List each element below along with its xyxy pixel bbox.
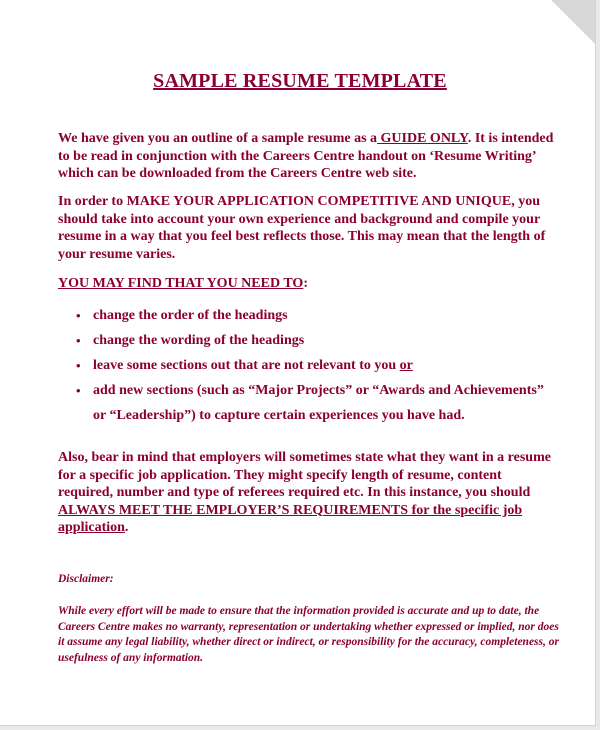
disclaimer-body: While every effort will be made to ensure that the information provided is accurate and up to date, the Careers Centre makes no warranty, representation or undertaking whether expressed or implied, nor does it assume any legal liability, whether direct or indirect, or responsibility for the accuracy, completeness, or usefulness of any information. [58, 605, 559, 664]
employer-text-end: . [124, 520, 129, 535]
list-item [58, 353, 558, 378]
intro-paragraph [58, 130, 558, 183]
list-item [58, 328, 558, 353]
list-item-text: change the order of the headings [93, 308, 288, 323]
suggestions-list [58, 303, 558, 428]
competitive-paragraph: In order to MAKE YOUR APPLICATION COMPETITIVE AND UNIQUE, you should take into account your own experience and background and compile your resume in a way that you feel best reflects those. This may mean that the length of your resume varies. [58, 194, 546, 262]
bullet-icon: • [76, 333, 81, 348]
intro-text-end: . It is intended to be read in conjunction with the Careers Centre handout on ‘Resume Writing’ which can be downloaded from the Careers Centre web site. [58, 131, 554, 181]
section-heading-colon: : [303, 276, 308, 291]
page-fold-corner [551, 0, 595, 44]
bullet-icon: • [76, 308, 81, 323]
employer-paragraph [58, 449, 558, 537]
section-heading-text: YOU MAY FIND THAT YOU NEED TO [58, 276, 304, 291]
list-item-continuation [58, 403, 558, 428]
requirements-emphasis: ALWAYS MEET THE EMPLOYER’S REQUIREMENTS for the specific job application [58, 502, 523, 535]
list-item-text: leave some sections out that are not relevant to you [93, 358, 400, 373]
disclaimer-title: Disclaimer: [58, 573, 114, 585]
section-heading [58, 275, 558, 293]
guide-only-emphasis: GUIDE ONLY [377, 131, 468, 146]
list-item [58, 303, 558, 328]
list-item-text: or “Leadership”) to capture certain experiences you have had. [93, 408, 465, 423]
intro-text: We have given you an outline of a sample resume as a [58, 131, 378, 146]
list-item-text: add new sections (such as “Major Projects” or “Awards and Achievements” [93, 383, 544, 398]
page-title: SAMPLE RESUME TEMPLATE [153, 70, 447, 92]
bullet-icon: • [76, 383, 81, 398]
employer-text: Also, bear in mind that employers will sometimes state what they want in a resume for a specific job application. They might specify length of resume, content required, number and type of referees required etc. In this instance, you should [58, 450, 551, 500]
bullet-icon: • [76, 358, 81, 373]
or-emphasis: or [399, 358, 413, 373]
list-item [58, 378, 558, 403]
list-item-text: change the wording of the headings [93, 333, 305, 348]
